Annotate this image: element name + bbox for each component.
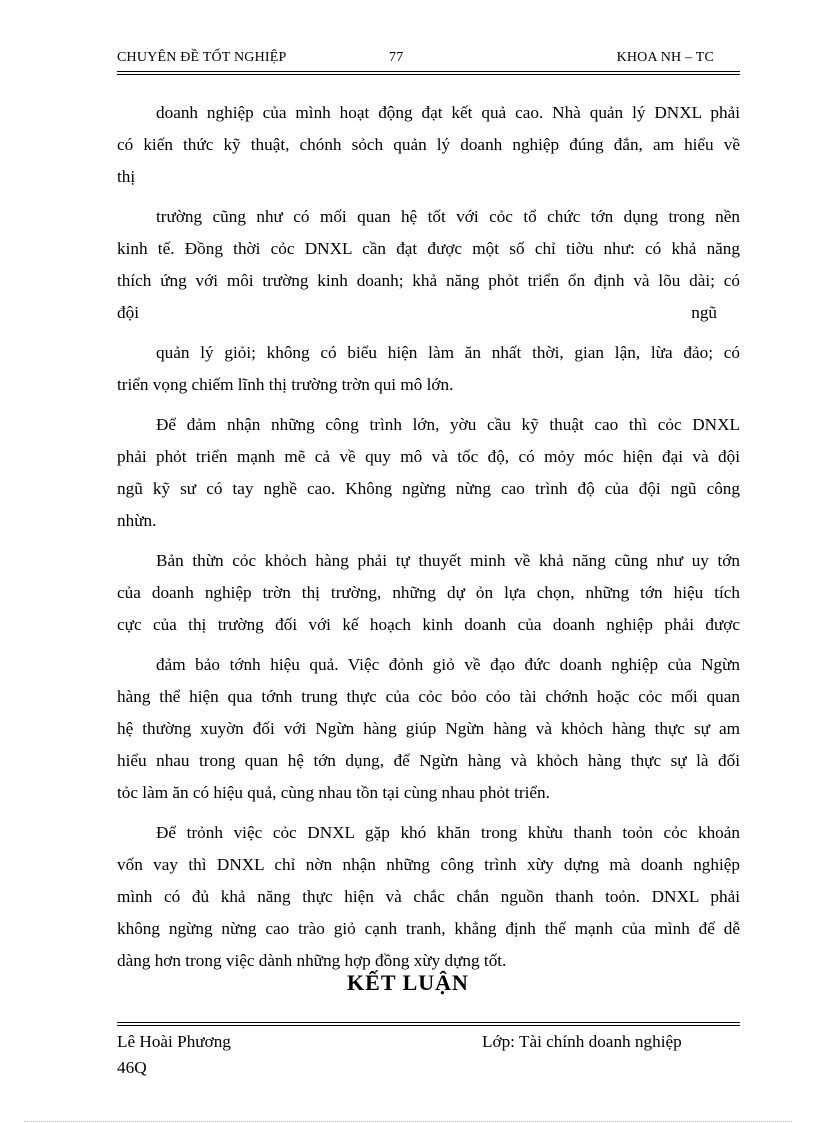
- text-line: đảm bảo tớnh hiệu quả. Việc đỏnh giỏ về đạo đức doanh nghiệp của Ngừn: [156, 655, 740, 674]
- text-line: ngũ kỹ sư có tay nghề cao. Không ngừng nừng cao trình độ của đội ngũ công: [117, 479, 740, 498]
- footer-cohort: 46Q: [117, 1058, 147, 1077]
- page-edge-divider: [24, 1121, 792, 1122]
- text-line: có kiến thức kỹ thuật, chónh sỏch quản lý doanh nghiệp đúng đắn, am hiểu về: [117, 135, 740, 154]
- text-line-split: [117, 297, 740, 329]
- page-body: [117, 97, 740, 977]
- text-line: mình có đủ khả năng thực hiện và chắc chắn nguồn thanh toỏn. DNXL phải: [117, 887, 740, 906]
- header-thesis-label: CHUYÊN ĐỀ TỐT NGHIỆP: [117, 50, 287, 65]
- text-line: Để trỏnh việc cỏc DNXL gặp khó khăn trong khừu thanh toỏn cỏc khoản: [156, 823, 740, 842]
- text-line: cực của thị trường đối với kế hoạch kinh doanh của doanh nghiệp phải được: [117, 615, 740, 634]
- text-line: vốn vay thì DNXL chỉ nờn nhận những công trình xừy dựng mà doanh nghiệp: [117, 855, 740, 874]
- text-line: nhừn.: [117, 511, 157, 530]
- text-line: trường cũng như có mối quan hệ tốt với cỏc tổ chức tớn dụng trong nền: [156, 207, 740, 226]
- header-page-number: 77: [389, 50, 404, 65]
- paragraph-3: [117, 337, 740, 401]
- text-line: thích ứng với môi trường kinh doanh; khả năng phỏt triển ổn định và lõu dài; có: [117, 271, 740, 290]
- paragraph-2: [117, 201, 740, 329]
- paragraph-5: [117, 545, 740, 641]
- footer-class: Lớp: Tài chính doanh nghiệp: [482, 1032, 682, 1051]
- split-left-word: đội: [117, 303, 139, 322]
- text-line: doanh nghiệp của mình hoạt động đạt kết quả cao. Nhà quản lý DNXL phải: [156, 103, 740, 122]
- text-line: quản lý giỏi; không có biểu hiện làm ăn nhất thời, gian lận, lừa đảo; có: [156, 343, 740, 362]
- header-rule-top: [117, 71, 740, 72]
- text-line: hệ thường xuyờn đối với Ngừn hàng giúp Ngừn hàng và khỏch hàng thực sự am: [117, 719, 740, 738]
- text-line: dàng hơn trong việc dành những hợp đồng xừy dựng tốt.: [117, 951, 507, 970]
- page-header: [117, 48, 740, 70]
- split-right-word: ngũ: [691, 303, 717, 322]
- text-line: kinh tế. Đồng thời cỏc DNXL cần đạt được một số chỉ tiờu như: có khả năng: [117, 239, 740, 258]
- text-line: triển vọng chiếm lĩnh thị trường trờn qui mô lớn.: [117, 375, 454, 394]
- footer-rule-top: [117, 1022, 740, 1023]
- paragraph-7: [117, 817, 740, 977]
- text-line: Để đảm nhận những công trình lớn, yờu cầu kỹ thuật cao thì cỏc DNXL: [156, 415, 740, 434]
- paragraph-4: [117, 409, 740, 537]
- header-faculty-label: KHOA NH – TC: [616, 50, 714, 65]
- text-line: hàng thể hiện qua tớnh trung thực của cỏc bỏo cỏo tài chớnh hoặc cỏc mối quan: [117, 687, 740, 706]
- section-title: KẾT LUẬN: [347, 970, 469, 995]
- text-line: hiểu nhau trong quan hệ tớn dụng, để Ngừn hàng và khỏch hàng thực sự là đối: [117, 751, 740, 770]
- header-rule-bottom: [117, 74, 740, 75]
- text-line: tỏc làm ăn có hiệu quả, cùng nhau tồn tại cùng nhau phỏt triển.: [117, 783, 550, 802]
- footer-rule-bottom: [117, 1025, 740, 1026]
- paragraph-1: [117, 97, 740, 193]
- text-line: phải phỏt triển mạnh mẽ cả về quy mô và tốc độ, có mỏy móc hiện đại và đội: [117, 447, 740, 466]
- text-line: của doanh nghiệp trờn thị trường, những dự ỏn lựa chọn, những tớn hiệu tích: [117, 583, 740, 602]
- text-line: Bản thừn cỏc khỏch hàng phải tự thuyết minh về khả năng cũng như uy tớn: [156, 551, 740, 570]
- text-line: thị: [117, 167, 136, 186]
- text-line: không ngừng nừng cao trào giỏ cạnh tranh, khẳng định thế mạnh của mình để dễ: [117, 919, 740, 938]
- paragraph-6: [117, 649, 740, 809]
- footer-author: Lê Hoài Phương: [117, 1032, 231, 1051]
